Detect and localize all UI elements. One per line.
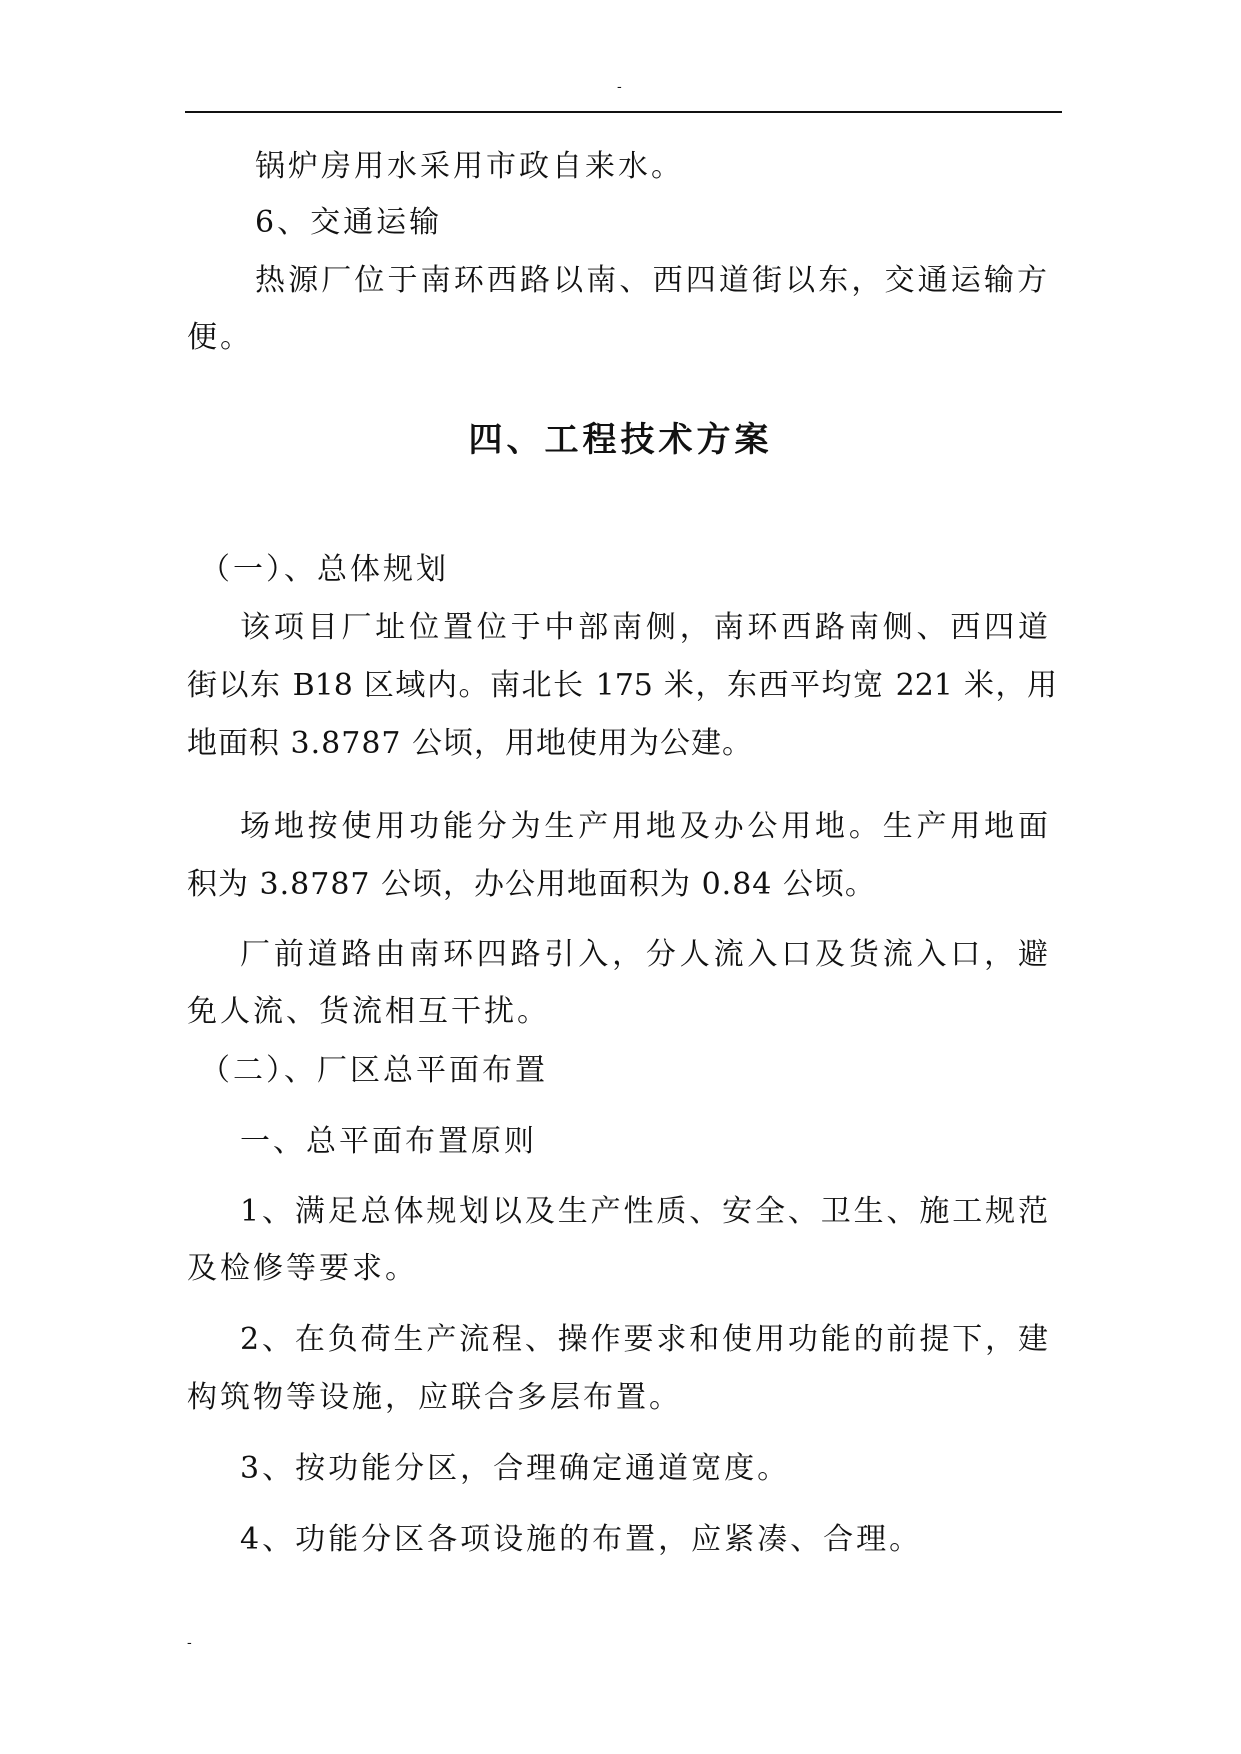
paragraph-land-use-line-2: 积为 3.8787 公顷，办公用地面积为 0.84 公顷。 <box>187 867 876 902</box>
paragraph-boiler-water: 锅炉房用水采用市政自来水。 <box>255 149 684 184</box>
paragraph-site-line-2: 街以东 B18 区域内。南北长 175 米，东西平均宽 221 米，用 <box>187 668 1057 703</box>
paragraph-road-line-1: 厂前道路由南环四路引入，分人流入口及货流入口，避 <box>240 937 1048 972</box>
principle-3: 3、按功能分区，合理确定通道宽度。 <box>240 1451 791 1486</box>
principle-2-line-2: 构筑物等设施，应联合多层布置。 <box>187 1380 682 1415</box>
section-title: 四、工程技术方案 <box>468 420 773 460</box>
paragraph-land-use-line-1: 场地按使用功能分为生产用地及办公用地。生产用地面 <box>240 809 1048 844</box>
paragraph-site-line-3: 地面积 3.8787 公顷，用地使用为公建。 <box>187 726 754 761</box>
header-rule <box>185 111 1062 113</box>
subheading-site-layout: （二）、厂区总平面布置 <box>200 1053 548 1088</box>
header-mark: - <box>617 79 622 95</box>
principle-4: 4、功能分区各项设施的布置，应紧凑、合理。 <box>240 1522 923 1557</box>
paragraph-transport-line-1: 热源厂位于南环西路以南、西四道街以东，交通运输方 <box>255 263 1047 298</box>
subheading-transport: 6、交通运输 <box>255 205 443 240</box>
paragraph-transport-line-2: 便。 <box>187 320 253 355</box>
principle-1-line-1: 1、满足总体规划以及生产性质、安全、卫生、施工规范 <box>240 1194 1048 1229</box>
subheading-layout-principles: 一、总平面布置原则 <box>240 1124 537 1159</box>
principle-2-line-1: 2、在负荷生产流程、操作要求和使用功能的前提下，建 <box>240 1322 1048 1357</box>
subheading-overall-planning: （一）、总体规划 <box>200 552 449 587</box>
paragraph-road-line-2: 免人流、货流相互干扰。 <box>187 994 550 1029</box>
paragraph-site-line-1: 该项目厂址位置位于中部南侧，南环西路南侧、西四道 <box>240 610 1048 645</box>
footer-mark: - <box>187 1635 192 1651</box>
principle-1-line-2: 及检修等要求。 <box>187 1251 418 1286</box>
